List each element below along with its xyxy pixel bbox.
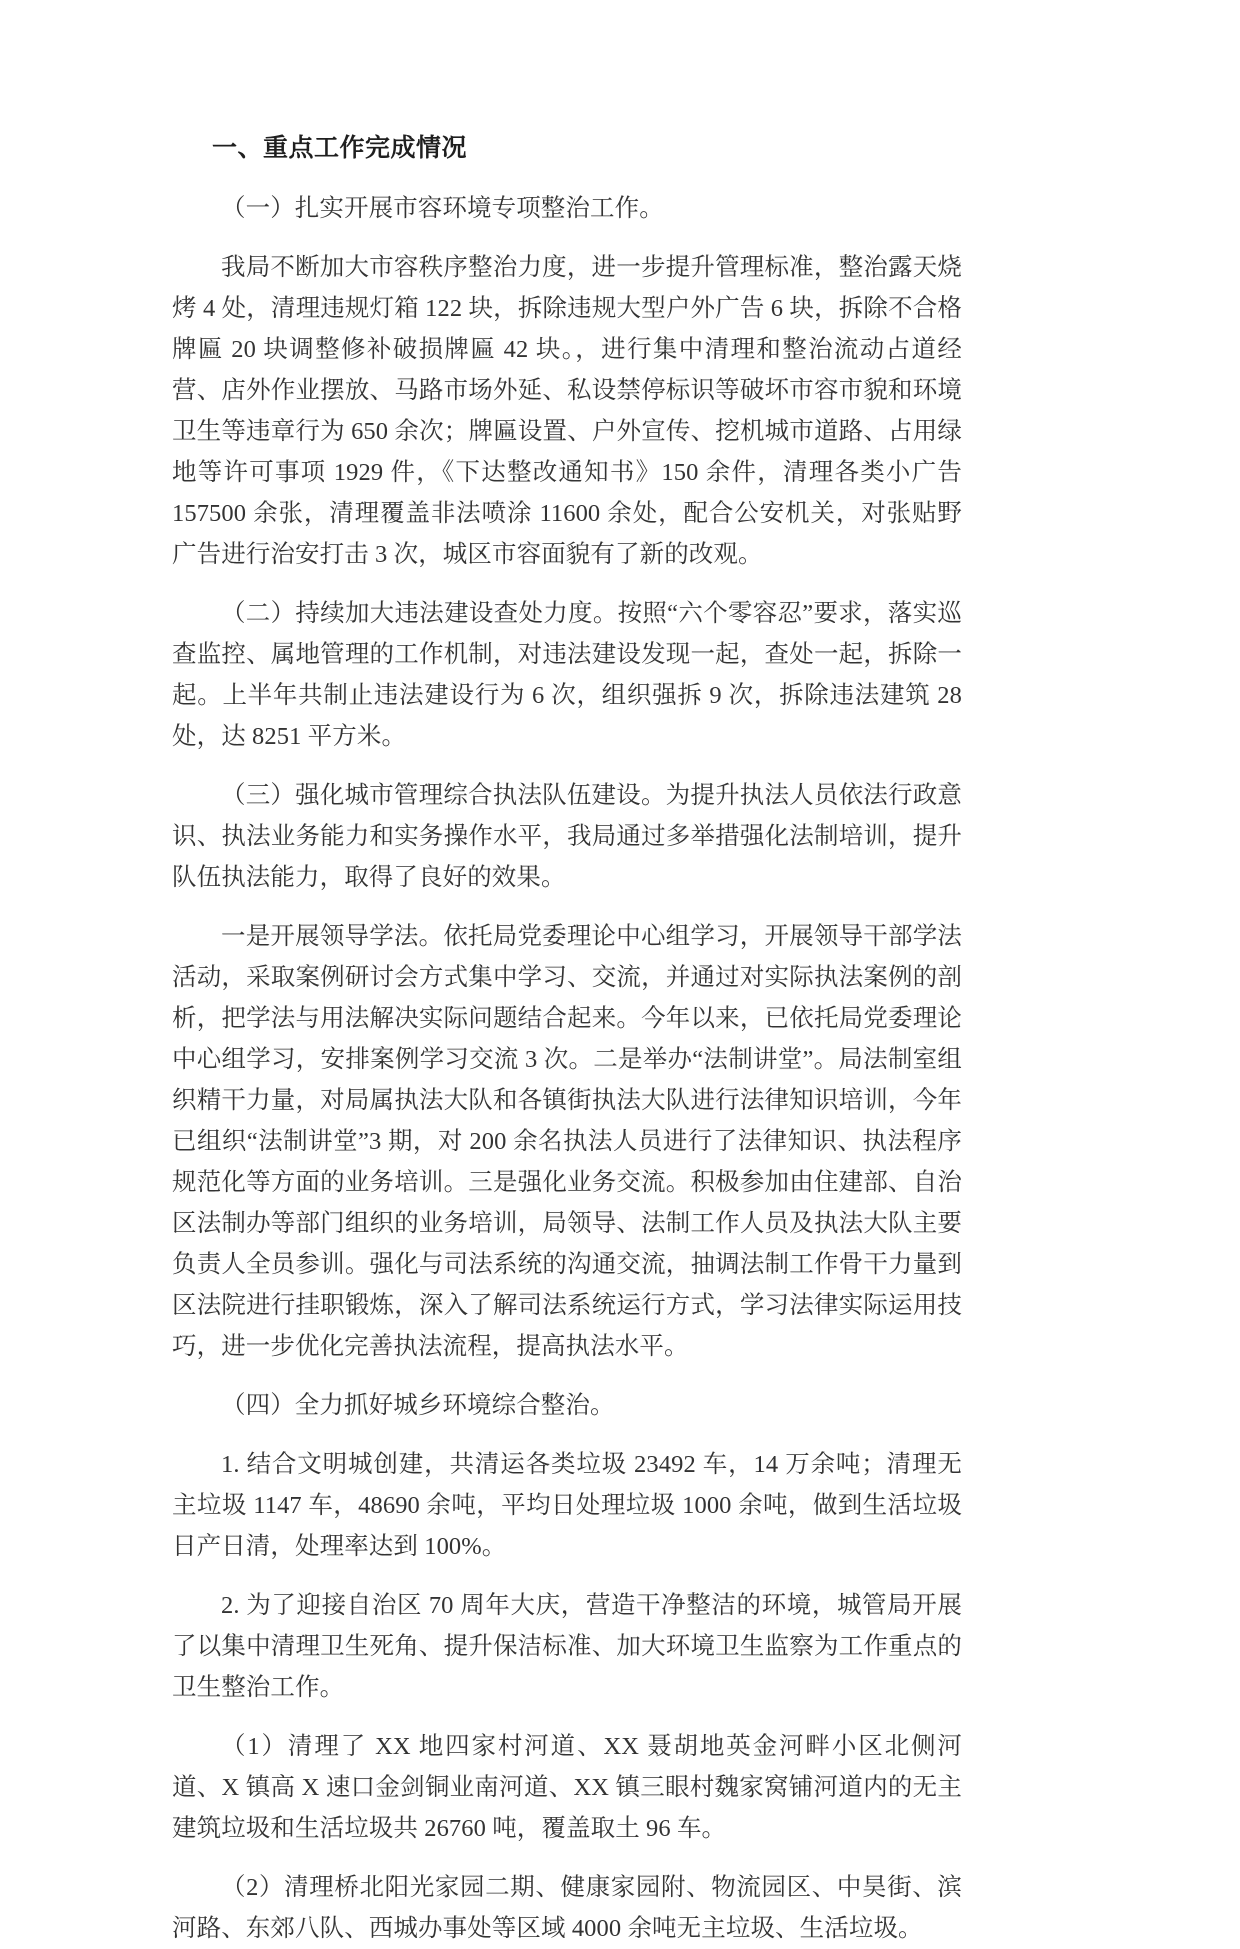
paragraph-subsection-one-body: 我局不断加大市容秩序整治力度，进一步提升管理标准，整治露天烧烤 4 处，清理违规灯箱 122 块，拆除违规大型户外广告 6 块，拆除不合格牌匾 20 块调整修补破损牌匾 42 块。，进行集中清理和整治流动占道经营、店外作业摆放、马路市场外延、私设禁停标识等破坏市容市貌和环境卫生等违章行为 650 余次；牌匾设置、户外宣传、挖机城市道路、占用绿地等许可事项 1929 件，《下达整改通知书》150 余件，清理各类小广告 157500 余张，清理覆盖非法喷涂 11600 余处，配合公安机关，对张贴野广告进行治安打击 3 次，城区市容面貌有了新的改观。 <box>172 253 962 568</box>
document-body <box>172 132 962 1949</box>
paragraph-subsection-four-title: （四）全力抓好城乡环境综合整治。 <box>221 1391 615 1419</box>
paragraph-subsection-three-detail: 一是开展领导学法。依托局党委理论中心组学习，开展领导干部学法活动，采取案例研讨会方式集中学习、交流，并通过对实际执法案例的剖析，把学法与用法解决实际问题结合起来。今年以来，已依托局党委理论中心组学习，安排案例学习交流 3 次。二是举办“法制讲堂”。局法制室组织精干力量，对局属执法大队和各镇街执法大队进行法律知识培训，今年已组织“法制讲堂”3 期，对 200 余名执法人员进行了法律知识、执法程序规范化等方面的业务培训。三是强化业务交流。积极参加由住建部、自治区法制办等部门组织的业务培训，局领导、法制工作人员及执法大队主要负责人全员参训。强化与司法系统的沟通交流，抽调法制工作骨干力量到区法院进行挂职锻炼，深入了解司法系统运行方式，学习法律实际运用技巧，进一步优化完善执法流程，提高执法水平。 <box>172 922 962 1360</box>
paragraph-subsection-one-title: （一）扎实开展市容环境专项整治工作。 <box>221 194 664 222</box>
paragraph-subsection-two: （二）持续加大违法建设查处力度。按照“六个零容忍”要求，落实巡查监控、属地管理的工作机制，对违法建设发现一起，查处一起，拆除一起。上半年共制止违法建设行为 6 次，组织强拆 9 次，拆除违法建筑 28 处，达 8251 平方米。 <box>172 599 962 750</box>
paragraph-item-two-sub-two: （2）清理桥北阳光家园二期、健康家园附、物流园区、中昊街、滨河路、东郊八队、西城办事处等区域 4000 余吨无主垃圾、生活垃圾。 <box>172 1873 962 1942</box>
paragraph-item-two-sub-one: （1）清理了 XX 地四家村河道、XX 聂胡地英金河畔小区北侧河道、X 镇高 X 速口金剑铜业南河道、XX 镇三眼村魏家窝铺河道内的无主建筑垃圾和生活垃圾共 26760 吨，覆盖取土 96 车。 <box>172 1732 962 1842</box>
paragraph-item-two: 2. 为了迎接自治区 70 周年大庆，营造干净整洁的环境，城管局开展了以集中清理卫生死角、提升保洁标准、加大环境卫生监察为工作重点的卫生整治工作。 <box>172 1591 962 1701</box>
paragraph-subsection-three: （三）强化城市管理综合执法队伍建设。为提升执法人员依法行政意识、执法业务能力和实务操作水平，我局通过多举措强化法制培训，提升队伍执法能力，取得了良好的效果。 <box>172 781 962 891</box>
page-title: 一、重点工作完成情况 <box>212 134 468 162</box>
paragraph-item-one: 1. 结合文明城创建，共清运各类垃圾 23492 车，14 万余吨；清理无主垃圾 1147 车，48690 余吨，平均日处理垃圾 1000 余吨，做到生活垃圾日产日清，处理率达到 100%。 <box>172 1450 962 1560</box>
